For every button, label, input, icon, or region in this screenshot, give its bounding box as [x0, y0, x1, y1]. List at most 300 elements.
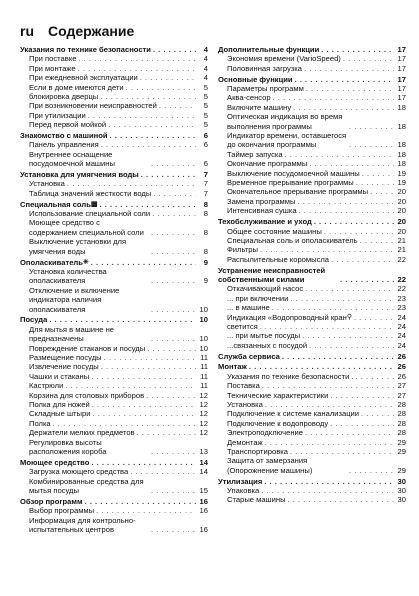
language-code: ru: [20, 23, 34, 39]
toc-entry: [20, 54, 208, 63]
toc-entry-title: Указания по технике безопасности .: [227, 371, 354, 381]
toc-entry: [218, 54, 406, 63]
toc-page-number: 30: [397, 486, 406, 496]
toc-section-heading: [218, 45, 406, 54]
toc-page-number: 24: [397, 321, 406, 331]
toc-entry-title: Полка: [29, 418, 51, 428]
toc-entry-title: Включите машину: [227, 102, 292, 112]
toc-entry-title: Моющее средство: [20, 457, 90, 467]
toc-entry-title: Основные функции: [218, 74, 293, 84]
toc-entry-title: Отключение и включение индикатора наличия ополаскивателя: [29, 285, 120, 314]
toc-leader-dots: [314, 217, 394, 226]
toc-entry: [20, 400, 208, 409]
toc-entry-title: Установка: [29, 179, 65, 189]
toc-leader-dots: [146, 391, 196, 400]
rinse-aid-icon: ✳: [82, 258, 89, 266]
toc-entry: [218, 428, 406, 437]
toc-entry-title: Половинная загрузка: [227, 63, 302, 73]
toc-section-heading: [218, 362, 406, 371]
toc-leader-dots: [293, 103, 394, 112]
toc-leader-dots: [295, 75, 394, 84]
toc-page-number: 5: [203, 120, 208, 130]
toc-entry: [218, 438, 406, 447]
toc-entry: [20, 179, 208, 188]
toc-page-number: 28: [397, 399, 406, 409]
toc-page-number: 11: [200, 362, 208, 372]
toc-entry-title: При утилизации: [29, 110, 86, 120]
toc-entry-title: ... в машине: [227, 303, 270, 313]
toc-leader-dots: [265, 400, 394, 409]
toc-leader-dots: [360, 236, 394, 245]
toc-entry-title: Утилизация: [218, 476, 263, 486]
toc-leader-dots: [282, 352, 394, 361]
toc-leader-dots: [151, 228, 196, 237]
toc-page-number: 7: [203, 170, 208, 180]
toc-page-number: 5: [203, 110, 208, 120]
toc-entry-title: Устранение неисправностей собственными силами: [218, 265, 326, 284]
toc-entry: [20, 83, 208, 92]
toc-entry: [218, 341, 406, 350]
toc-page-number: 6: [203, 159, 208, 169]
toc-section-heading: [218, 75, 406, 84]
toc-page-number: 4: [203, 73, 208, 83]
toc-leader-dots: [141, 170, 196, 179]
toc-page-number: 27: [397, 381, 406, 391]
toc-entry: [218, 150, 406, 159]
toc-entry: [20, 506, 208, 515]
toc-leader-dots: [356, 178, 394, 187]
toc-leader-dots: [67, 179, 196, 188]
toc-section-heading: [218, 352, 406, 361]
toc-entry: [20, 353, 208, 362]
toc-page-number: 9: [203, 257, 208, 267]
toc-page-number: 6: [203, 131, 208, 141]
toc-page-number: 12: [199, 399, 208, 409]
toc-entry-title: Экономия времени (VarioSpeed): [227, 54, 341, 64]
toc-page-number: 20: [397, 226, 406, 236]
toc-page-number: 23: [397, 303, 406, 313]
toc-page-number: 20: [397, 206, 406, 216]
toc-leader-dots: [137, 428, 196, 437]
toc-leader-dots: [151, 276, 196, 285]
toc-page-number: 19: [397, 168, 406, 178]
toc-entry: [20, 64, 208, 73]
toc-entry-title: Установка: [227, 399, 263, 409]
toc-page-number: 22: [397, 254, 406, 264]
toc-entry-title: Подключение к водопроводу: [227, 418, 329, 428]
toc-entry: [218, 178, 406, 187]
toc-entry-title: Поставка: [227, 381, 260, 391]
toc-entry: [20, 189, 208, 198]
toc-entry-title: ... при мытье посуды: [227, 331, 301, 341]
toc-entry-title: Ополаскиватель: [20, 257, 83, 267]
toc-entry-title: Распылительные коромысла: [227, 254, 330, 264]
toc-leader-dots: [151, 447, 196, 456]
toc-leader-dots: [101, 140, 196, 149]
toc-leader-dots: [91, 458, 196, 467]
toc-page-number: 8: [203, 246, 208, 256]
toc-page-number: 11: [200, 352, 208, 362]
toc-entry-title: Держатели мелких предметов: [29, 428, 135, 438]
toc-entry-title: Транспортировка: [227, 447, 288, 457]
toc-page-number: 16: [199, 496, 208, 506]
toc-entry: [218, 313, 406, 322]
toc-leader-dots: [104, 353, 196, 362]
toc-entry: [218, 84, 406, 93]
toc-leader-dots: [272, 303, 394, 312]
toc-page-number: 18: [397, 140, 406, 150]
toc-page-number: 5: [203, 92, 208, 102]
toc-leader-dots: [288, 495, 394, 504]
toc-entry-title: Дополнительные функции: [218, 45, 320, 54]
toc-page-number: 24: [397, 331, 406, 341]
toc-section-heading: [20, 258, 208, 267]
toc-entry: [20, 409, 208, 418]
toc-entry-title: Регулировка высоты расположения короба: [29, 437, 107, 457]
toc-leader-dots: [306, 84, 394, 93]
toc-leader-dots: [321, 45, 394, 54]
toc-entry-title: Выбор программы: [29, 506, 95, 516]
toc-entry-title: Посуда: [20, 315, 48, 325]
toc-entry: [20, 237, 208, 256]
toc-entry-title: Индикатор времени, оставшегося до окончания программы: [227, 131, 347, 150]
toc-leader-dots: [100, 92, 196, 101]
toc-leader-dots: [88, 111, 196, 120]
toc-entry: [218, 331, 406, 340]
toc-page-number: 26: [397, 351, 406, 361]
toc-leader-dots: [126, 83, 196, 92]
toc-page-number: 5: [203, 82, 208, 92]
toc-leader-dots: [361, 409, 394, 418]
toc-leader-dots: [297, 197, 394, 206]
toc-page-number: 16: [199, 506, 208, 516]
toc-entry: [218, 159, 406, 168]
toc-section-heading: [218, 266, 406, 285]
toc-entry: [20, 516, 208, 535]
toc-entry-title: Выключение посудомоечной машины: [227, 168, 360, 178]
toc-leader-dots: [78, 64, 196, 73]
toc-leader-dots: [92, 409, 196, 418]
toc-entry: [218, 372, 406, 381]
toc-entry: [218, 112, 406, 131]
toc-entry: [20, 419, 208, 428]
toc-page-number: 18: [397, 121, 406, 131]
toc-leader-dots: [349, 122, 394, 131]
toc-entry: [20, 209, 208, 218]
toc-entry-title: Знакомство с машиной: [20, 131, 108, 141]
toc-entry: [218, 255, 406, 264]
toc-entry-title: Установка количества ополаскивателя: [29, 266, 107, 286]
toc-entry: [218, 93, 406, 102]
toc-leader-dots: [309, 341, 394, 350]
toc-entry: [218, 409, 406, 418]
toc-entry: [20, 438, 208, 457]
toc-entry-title: Электроподключение: [227, 428, 303, 438]
toc-page-number: 9: [203, 276, 208, 286]
toc-entry-title: Упаковка: [227, 486, 260, 496]
toc-leader-dots: [349, 466, 394, 475]
toc-leader-dots: [91, 372, 196, 381]
toc-entry-title: Полка для ножей: [29, 399, 90, 409]
toc-leader-dots: [91, 258, 196, 267]
toc-column-right: [218, 45, 406, 505]
toc-entry-title: Защита от замерзания (Опорожнение машины): [227, 456, 313, 475]
toc-page-number: 12: [199, 418, 208, 428]
toc-leader-dots: [153, 189, 196, 198]
toc-entry-title: Техобслуживание и уход: [218, 217, 312, 227]
toc-page-number: 17: [397, 74, 406, 84]
toc-entry-title: Кастрюли: [29, 381, 64, 391]
toc-entry-title: Монтаж: [218, 362, 247, 372]
toc-leader-dots: [53, 419, 196, 428]
toc-leader-dots: [304, 64, 394, 73]
toc-entry: [218, 486, 406, 495]
toc-entry-title: Параметры программ: [227, 84, 304, 94]
toc-entry: [20, 101, 208, 110]
toc-page-number: 20: [397, 217, 406, 227]
toc-entry-title: Корзина для столовых приборов: [29, 390, 145, 400]
toc-leader-dots: [260, 245, 394, 254]
toc-page-number: 18: [397, 159, 406, 169]
toc-entry-title: Старые машины: [227, 495, 286, 505]
toc-leader-dots: [140, 73, 196, 82]
toc-leader-dots: [152, 209, 196, 218]
toc-leader-dots: [356, 372, 394, 381]
toc-entry-title: Демонтаж: [227, 437, 263, 447]
toc-page-number: 10: [199, 315, 208, 325]
toc-page-number: 7: [203, 179, 208, 189]
toc-entry-title: Выключение установки для умягчения воды: [29, 237, 127, 256]
toc-leader-dots: [264, 322, 394, 331]
toc-leader-dots: [330, 391, 394, 400]
toc-page-number: 17: [397, 45, 406, 54]
toc-page-number: 19: [397, 178, 406, 188]
toc-entry-title: ...связанных с посудой: [227, 340, 308, 350]
toc-leader-dots: [299, 206, 394, 215]
toc-entry-title: Моющее средство с содержанием специальной соли: [29, 218, 144, 237]
toc-leader-dots: [309, 159, 394, 168]
toc-entry: [218, 495, 406, 504]
toc-entry-title: Для мытья в машине не предназначены: [29, 324, 114, 344]
toc-entry: [20, 467, 208, 476]
toc-leader-dots: [85, 497, 196, 506]
toc-entry: [218, 197, 406, 206]
toc-entry-title: Использование специальной соли: [29, 209, 151, 219]
toc-page-number: 10: [199, 304, 208, 314]
toc-entry-title: Чашки и стаканы: [29, 371, 90, 381]
toc-entry-title: Специальная соль и ополаскиватель: [227, 235, 358, 245]
toc-entry: [218, 303, 406, 312]
toc-leader-dots: [65, 381, 196, 390]
toc-entry-title: Обзор программ: [20, 496, 83, 506]
toc-entry: [218, 64, 406, 73]
toc-entry-title: Оптическая индикация во время выполнения программы: [227, 112, 343, 131]
toc-section-heading: [20, 458, 208, 467]
toc-leader-dots: [153, 45, 196, 54]
toc-entry-title: Указания по технике безопасности: [20, 45, 151, 54]
salt-icon: ▩: [90, 200, 98, 208]
toc-leader-dots: [92, 400, 196, 409]
toc-entry-title: Фильтры: [227, 245, 258, 255]
toc-entry-title: Внутреннее оснащение посудомоечной машины: [29, 149, 115, 169]
toc-leader-dots: [261, 486, 394, 495]
toc-leader-dots: [151, 486, 196, 495]
toc-entry: [218, 187, 406, 196]
toc-leader-dots: [151, 525, 196, 534]
toc-page-number: 14: [199, 457, 208, 467]
toc-entry-title: Если в доме имеются дети: [29, 82, 124, 92]
toc-page-number: 23: [397, 293, 406, 303]
toc-leader-dots: [265, 438, 394, 447]
toc-entry-title: Общее состояние машины: [227, 226, 322, 236]
toc-leader-dots: [262, 381, 394, 390]
toc-page-number: 6: [203, 140, 208, 150]
toc-entry-title: Комбинированные средства для мытья посуды: [29, 476, 144, 496]
toc-section-heading: [20, 45, 208, 54]
toc-entry-title: Перед первой мойкой: [29, 120, 107, 130]
toc-section-heading: [20, 131, 208, 140]
toc-leader-dots: [324, 227, 394, 236]
toc-leader-dots: [305, 428, 394, 437]
toc-leader-dots: [370, 187, 394, 196]
toc-page-number: 8: [203, 199, 208, 209]
toc-leader-dots: [340, 275, 394, 284]
toc-page-number: 4: [203, 54, 208, 64]
toc-entry-title: Установка для умягчения воды: [20, 170, 139, 180]
toc-entry-title: Окончание программы: [227, 159, 308, 169]
toc-page-number: 17: [397, 54, 406, 64]
toc-page-number: 28: [397, 409, 406, 419]
toc-page-number: 10: [199, 334, 208, 344]
toc-page-number: 28: [397, 428, 406, 438]
toc-page-number: 29: [397, 465, 406, 475]
toc-entry: [20, 120, 208, 129]
toc-page-number: 24: [397, 312, 406, 322]
toc-section-heading: [20, 315, 208, 324]
toc-entry-title: блокировка дверцы: [29, 92, 99, 102]
toc-entry-title: Откачивающий насос: [227, 284, 304, 294]
toc-entry: [20, 362, 208, 371]
toc-entry-title: Загрузка моющего средства: [29, 467, 129, 477]
toc-page-number: 18: [397, 149, 406, 159]
toc-page-number: 4: [203, 45, 208, 54]
toc-entry: [20, 286, 208, 314]
toc-entry-title: Замена программы: [227, 196, 296, 206]
toc-entry-title: Технические характеристики: [227, 390, 329, 400]
toc-entry: [20, 428, 208, 437]
toc-entry: [218, 294, 406, 303]
toc-page-number: 26: [397, 362, 406, 372]
toc-entry: [218, 131, 406, 150]
toc-section-heading: [218, 217, 406, 226]
toc-entry: [218, 236, 406, 245]
toc-entry-title: Информация для контрольно-испытательных центров: [29, 515, 136, 535]
toc-leader-dots: [273, 93, 394, 102]
toc-entry: [20, 140, 208, 149]
toc-page-number: 16: [199, 525, 208, 535]
toc-entry-title: Извлечение посуды: [29, 362, 99, 372]
page-header: [20, 23, 134, 39]
toc-page-number: 7: [203, 188, 208, 198]
toc-page-number: 12: [199, 428, 208, 438]
toc-entry: [218, 284, 406, 293]
toc-entry: [20, 381, 208, 390]
toc-entry: [218, 447, 406, 456]
toc-page-number: 21: [397, 245, 406, 255]
toc-entry-title: Подключение к системе канализации: [227, 409, 360, 419]
toc-leader-dots: [349, 140, 394, 149]
toc-entry: [20, 325, 208, 344]
toc-leader-dots: [151, 334, 196, 343]
toc-leader-dots: [354, 313, 394, 322]
toc-section-heading: [20, 497, 208, 506]
toc-entry-title: При поставке: [29, 54, 77, 64]
toc-entry: [20, 372, 208, 381]
toc-page-number: 24: [397, 340, 406, 350]
toc-entry: [20, 150, 208, 169]
toc-page-number: 15: [199, 486, 208, 496]
toc-leader-dots: [151, 247, 196, 256]
toc-entry-title: Таймер запуска: [227, 149, 283, 159]
toc-entry-title: светится .: [227, 321, 262, 331]
toc-page-number: 17: [397, 63, 406, 73]
toc-page-number: 28: [397, 418, 406, 428]
toc-page-number: 29: [397, 437, 406, 447]
toc-page-number: 27: [397, 390, 406, 400]
toc-leader-dots: [264, 477, 394, 486]
toc-leader-dots: [78, 54, 196, 63]
toc-entry-title: Служба сервиса: [218, 351, 280, 361]
toc-leader-dots: [100, 200, 197, 209]
toc-section-heading: [218, 477, 406, 486]
toc-entry: [218, 169, 406, 178]
toc-leader-dots: [151, 305, 196, 314]
toc-page-number: 22: [397, 274, 406, 284]
toc-leader-dots: [159, 101, 196, 110]
toc-section-heading: [20, 170, 208, 179]
toc-leader-dots: [343, 54, 394, 63]
toc-entry-title: Специальная соль: [20, 199, 91, 209]
toc-entry-title: Интенсивная сушка: [227, 206, 297, 216]
toc-leader-dots: [290, 447, 394, 456]
toc-entry: [20, 391, 208, 400]
toc-entry: [20, 218, 208, 237]
toc-leader-dots: [130, 467, 196, 476]
toc-entry-title: Складные штыри: [29, 409, 91, 419]
toc-entry: [20, 92, 208, 101]
toc-page-number: 29: [397, 447, 406, 457]
toc-leader-dots: [249, 362, 394, 371]
toc-leader-dots: [49, 315, 196, 324]
toc-leader-dots: [110, 131, 196, 140]
toc-entry: [20, 73, 208, 82]
toc-page-number: 22: [397, 284, 406, 294]
toc-entry: [218, 103, 406, 112]
toc-page-number: 20: [397, 196, 406, 206]
toc-leader-dots: [285, 150, 394, 159]
toc-page-number: 21: [397, 235, 406, 245]
toc-page-number: 13: [199, 447, 208, 457]
toc-page-number: 10: [199, 343, 208, 353]
toc-entry: [20, 344, 208, 353]
toc-entry: [218, 206, 406, 215]
toc-entry: [218, 391, 406, 400]
page-title: Содержание: [48, 23, 135, 39]
toc-entry: [20, 111, 208, 120]
toc-entry-title: Повреждение стаканов и посуды: [29, 343, 146, 353]
toc-leader-dots: [151, 159, 196, 168]
toc-page-number: 8: [203, 227, 208, 237]
